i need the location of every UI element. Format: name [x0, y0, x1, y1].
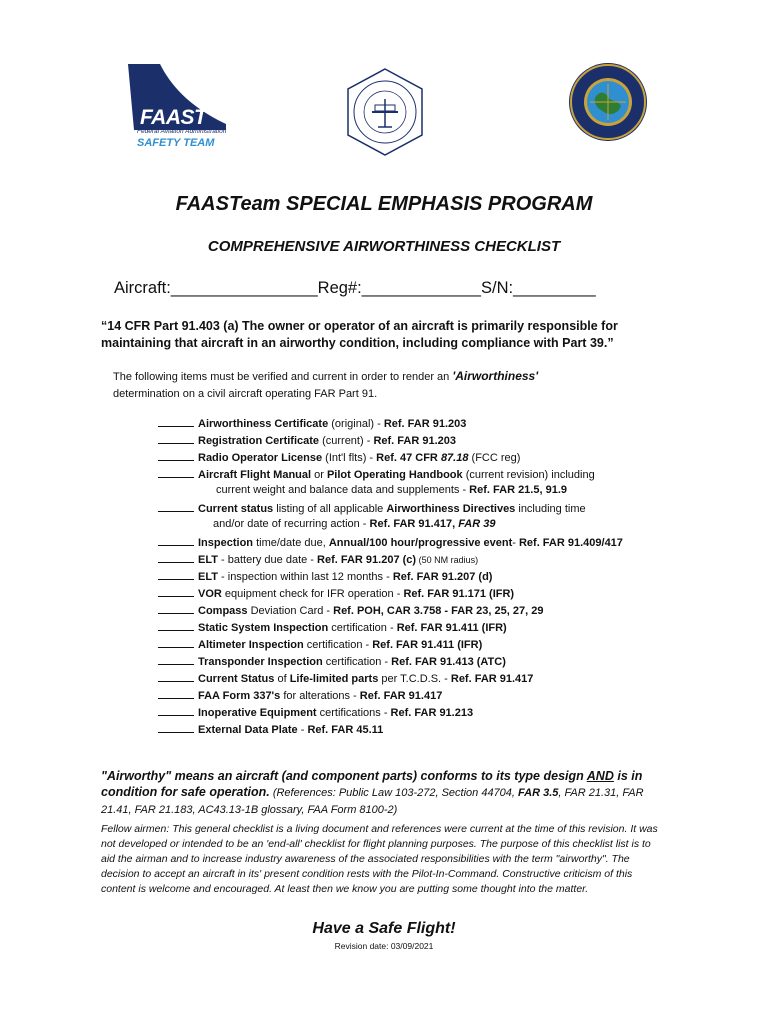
check-blank [158, 703, 194, 716]
checklist-item [158, 550, 678, 567]
check-blank [158, 465, 194, 478]
check-blank [158, 720, 194, 733]
checklist-item [158, 601, 678, 618]
checklist-item [158, 414, 678, 431]
check-blank [158, 601, 194, 614]
item-reference: Ref. FAR 91.213 [390, 707, 474, 719]
item-detail: Deviation Card - [247, 605, 334, 617]
item-reference: Ref. FAR 21.5, 91.9 [469, 484, 567, 496]
item-name: Airworthiness Certificate [198, 418, 329, 430]
item-name: Inspection [198, 537, 254, 549]
item-reference-italic: 87.18 [440, 452, 469, 464]
item-detail: certification - [322, 656, 392, 668]
item-detail-2: - [512, 537, 519, 549]
checklist-item [158, 584, 678, 601]
item-detail: - [297, 724, 308, 736]
airworthiness-checklist [158, 414, 678, 737]
check-blank [158, 448, 194, 461]
faast-subtitle: Federal Aviation Administration [137, 128, 227, 135]
item-detail: equipment check for IFR operation - [221, 588, 404, 600]
definition-refs: (References: Public Law 103-272, Section 44704, [269, 787, 519, 799]
check-blank [158, 618, 194, 631]
award-seal-icon [344, 67, 426, 157]
check-blank [158, 550, 194, 563]
item-reference: Ref. FAR 91.203 [383, 418, 467, 430]
checklist-item [158, 720, 678, 737]
item-detail: - battery due date - [217, 554, 318, 566]
item-name: ELT [198, 571, 218, 583]
faa-seal-logo [568, 62, 648, 142]
item-detail: for alterations - [280, 690, 360, 702]
checklist-item [158, 567, 678, 584]
checklist-item [158, 482, 678, 499]
item-detail-2: including time [515, 503, 586, 515]
item-detail: certifications - [316, 707, 391, 719]
check-blank [158, 431, 194, 444]
checklist-item [158, 516, 678, 533]
fellow-airmen-note: Fellow airmen: This general checklist is a living document and references were current at the time of this revision. It was not developed or intended to be an 'end-all' checklist for flight planning purposes. The purpose of this checklist list is to aid the airman and to increase industry awareness of the associated responsibilities with the term "airworthy". The decision to accept an aircraft in its' present condition rests with the Pilot-In-Command. Constructive criticism of this content is welcome and encouraged. At least then we know you are putting some thought into the matter. [101, 823, 658, 895]
intro-paragraph [113, 368, 673, 403]
checklist-item [158, 448, 678, 465]
safe-flight-slogan: Have a Safe Flight! [312, 920, 456, 937]
item-name: Current Status [198, 673, 275, 685]
faast-safety-team-logo [126, 62, 230, 152]
item-detail: (current) - [319, 435, 374, 447]
item-reference-2: Ref. FAR 91.417 [450, 673, 534, 685]
revision-date: Revision date: 03/09/2021 [334, 941, 434, 951]
item-name: Current status [198, 503, 274, 515]
item-detail: listing of all applicable [273, 503, 387, 515]
item-reference: Ref. FAR 91.417, [369, 518, 459, 530]
item-reference: Ref. POH, CAR 3.758 - FAR 23, 25, 27, 29 [333, 605, 544, 617]
check-blank [158, 533, 194, 546]
item-reference-2: Ref. FAR 91.409/417 [518, 537, 623, 549]
check-blank [158, 414, 194, 427]
safety-team-text: SAFETY TEAM [137, 137, 215, 149]
item-name: Transponder Inspection [198, 656, 323, 668]
check-blank [158, 567, 194, 580]
checklist-item [158, 533, 678, 550]
item-continuation: current weight and balance data and supplements - [216, 484, 470, 496]
checklist-item [158, 635, 678, 652]
definition-text: "Airworthy" means an aircraft (and component parts) conforms to its type design [101, 769, 587, 783]
checklist-item [158, 652, 678, 669]
item-name: Static System Inspection [198, 622, 329, 634]
airworthiness-term: 'Airworthiness' [452, 369, 539, 383]
item-reference: Ref. FAR 91.203 [373, 435, 456, 447]
item-reference: Ref. FAR 91.207 (c) [317, 554, 417, 566]
item-detail: or [311, 469, 327, 481]
faa-seal-icon [568, 62, 648, 142]
item-detail-2: per T.C.D.S. - [378, 673, 451, 685]
item-detail-2: (current revision) including [462, 469, 595, 481]
item-continuation: and/or date of recurring action - [213, 518, 370, 530]
check-blank [158, 686, 194, 699]
item-name: FAA Form 337's [198, 690, 281, 702]
intro-text: The following items must be verified and current in order to render an [113, 371, 453, 383]
page-title: FAASTeam SPECIAL EMPHASIS PROGRAM [175, 193, 593, 215]
item-name: Inoperative Equipment [198, 707, 317, 719]
item-detail: certification - [303, 639, 373, 651]
airworthy-definition [101, 768, 663, 818]
item-detail: of [274, 673, 290, 685]
item-reference: Ref. FAR 91.411 (IFR) [396, 622, 507, 634]
item-detail: time/date due, [253, 537, 329, 549]
item-note: (50 NM radius) [416, 555, 479, 565]
item-reference: Ref. FAR 45.11 [307, 724, 384, 736]
checklist-item [158, 669, 678, 686]
item-name: External Data Plate [198, 724, 298, 736]
checklist-item [158, 618, 678, 635]
check-blank [158, 652, 194, 665]
item-detail-2: (FCC reg) [468, 452, 521, 464]
check-blank [158, 499, 194, 512]
checklist-item [158, 431, 678, 448]
definition-text-2: is in condition for safe operation. [101, 769, 643, 799]
checklist-item [158, 686, 678, 703]
checklist-item [158, 499, 678, 516]
definition-far35: FAR 3.5 [518, 787, 559, 799]
item-reference-italic: FAR 39 [458, 518, 496, 530]
check-blank [158, 669, 194, 682]
item-detail: certification - [328, 622, 397, 634]
item-name: Compass [198, 605, 248, 617]
cfr-quote: “14 CFR Part 91.403 (a) The owner or operator of an aircraft is primarily responsible for maintaining that aircraft in an airworthy condition, including compliance with Part 39.” [101, 319, 618, 350]
item-reference: Ref. FAR 91.417 [359, 690, 443, 702]
item-reference: Airworthiness Directives [386, 503, 516, 515]
item-name: Radio Operator License [198, 452, 323, 464]
item-reference: Ref. FAR 91.411 (IFR) [372, 639, 483, 651]
item-reference: Pilot Operating Handbook [326, 469, 463, 481]
item-name: VOR [198, 588, 222, 600]
item-detail: (Int'l flts) - [322, 452, 377, 464]
item-reference: Ref. 47 CFR [376, 452, 441, 464]
item-reference: Ref. FAR 91.413 (ATC) [391, 656, 506, 668]
page-subtitle: COMPREHENSIVE AIRWORTHINESS CHECKLIST [207, 238, 561, 255]
item-name: Registration Certificate [198, 435, 320, 447]
item-reference: Ref. FAR 91.171 (IFR) [403, 588, 515, 600]
checklist-item [158, 465, 678, 482]
definition-and: AND [586, 769, 614, 783]
item-name: Altimeter Inspection [198, 639, 304, 651]
definition-refs-2: , FAR 21.31, FAR 21.41, FAR 21.183, AC43.13-1B glossary, FAA Form 8100-2) [101, 787, 644, 816]
item-reference: Life-limited parts [289, 673, 379, 685]
item-name: Aircraft Flight Manual [198, 469, 312, 481]
aircraft-reg-sn-fields: Aircraft:________________Reg#:_____________S/N:_________ [114, 279, 596, 297]
check-blank [158, 635, 194, 648]
faast-wordmark: FAAST [140, 106, 207, 129]
item-detail: - inspection within last 12 months - [217, 571, 393, 583]
check-blank [158, 584, 194, 597]
item-reference: Ref. FAR 91.207 (d) [392, 571, 493, 583]
checklist-item [158, 703, 678, 720]
item-name: ELT [198, 554, 218, 566]
intro-text-2: determination on a civil aircraft operating FAR Part 91. [113, 388, 378, 400]
item-reference: Annual/100 hour/progressive event [328, 537, 513, 549]
technician-award-seal [344, 67, 426, 157]
item-detail: (original) - [328, 418, 384, 430]
